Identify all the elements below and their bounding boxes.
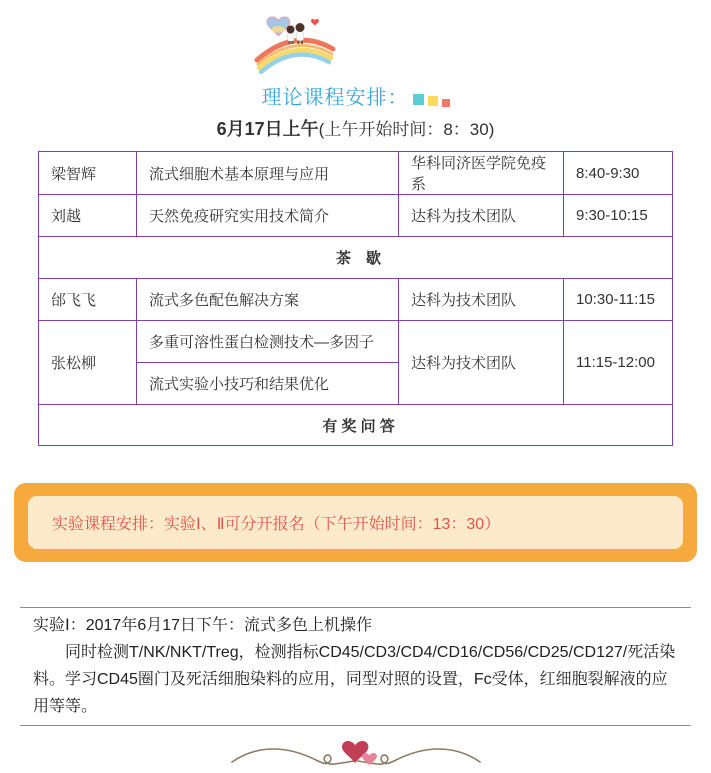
qa-cell: 有 奖 问 答 [39,405,673,446]
experiment-notes [20,607,691,726]
topic-cell: 流式实验小技巧和结果优化 [137,363,399,405]
session-subtitle [0,115,711,141]
time-cell: 8:40-9:30 [564,152,673,195]
qa-row [39,405,673,446]
small-heart-icon [311,19,319,26]
table-row [39,279,673,321]
tea-break-cell: 茶 歇 [39,237,673,279]
session-start-time: (上午开始时间：8：30) [318,120,495,139]
topic-cell: 天然免疫研究实用技术简介 [137,195,399,237]
affiliation-cell: 达科为技术团队 [399,279,564,321]
topic-cell: 流式细胞术基本原理与应用 [137,152,399,195]
table-row [39,195,673,237]
topic-cell: 多重可溶性蛋白检测技术—多因子 [137,321,399,363]
lab-course-banner-text: 实验课程安排：实验Ⅰ、Ⅱ可分开报名（下午开始时间：13：30） [52,516,501,533]
speaker-cell: 邰飞飞 [39,279,137,321]
table-row [39,152,673,195]
session-date: 6月17日上午 [216,119,319,139]
lab-course-banner [14,483,697,562]
decor-square-yellow-icon [428,96,438,106]
page-title: 理论课程安排： [261,87,409,109]
heart-balloon-icon [267,17,290,36]
experiment-title: 实验Ⅰ：2017年6月17日下午：流式多色上机操作 [33,617,373,634]
speaker-cell: 梁智辉 [39,152,137,195]
speaker-cell: 张松柳 [39,321,137,405]
time-cell: 9:30-10:15 [564,195,673,237]
lab-course-banner-inner [28,496,683,549]
topic-cell: 流式多色配色解决方案 [137,279,399,321]
table-row [39,321,673,363]
heart-divider-icon [230,731,482,773]
section-title-row [0,81,711,110]
schedule-table [38,151,673,446]
decor-square-teal-icon [413,94,424,105]
affiliation-cell: 达科为技术团队 [399,321,564,405]
rainbow-kids-illustration [254,14,336,74]
decor-square-red-icon [442,99,450,107]
time-cell: 10:30-11:15 [564,279,673,321]
tea-break-row [39,237,673,279]
time-cell: 11:15-12:00 [564,321,673,405]
affiliation-cell: 华科同济医学院免疫系 [399,152,564,195]
page [0,14,711,773]
speaker-cell: 刘越 [39,195,137,237]
experiment-description: 同时检测T/NK/NKT/Treg，检测指标CD45/CD3/CD4/CD16/CD56/CD25/CD127/死活染料。学习CD45圈门及死活细胞染料的应用，同型对照的设置，Fc受体，红细胞裂解液的应用等等。 [33,644,676,715]
affiliation-cell: 达科为技术团队 [399,195,564,237]
